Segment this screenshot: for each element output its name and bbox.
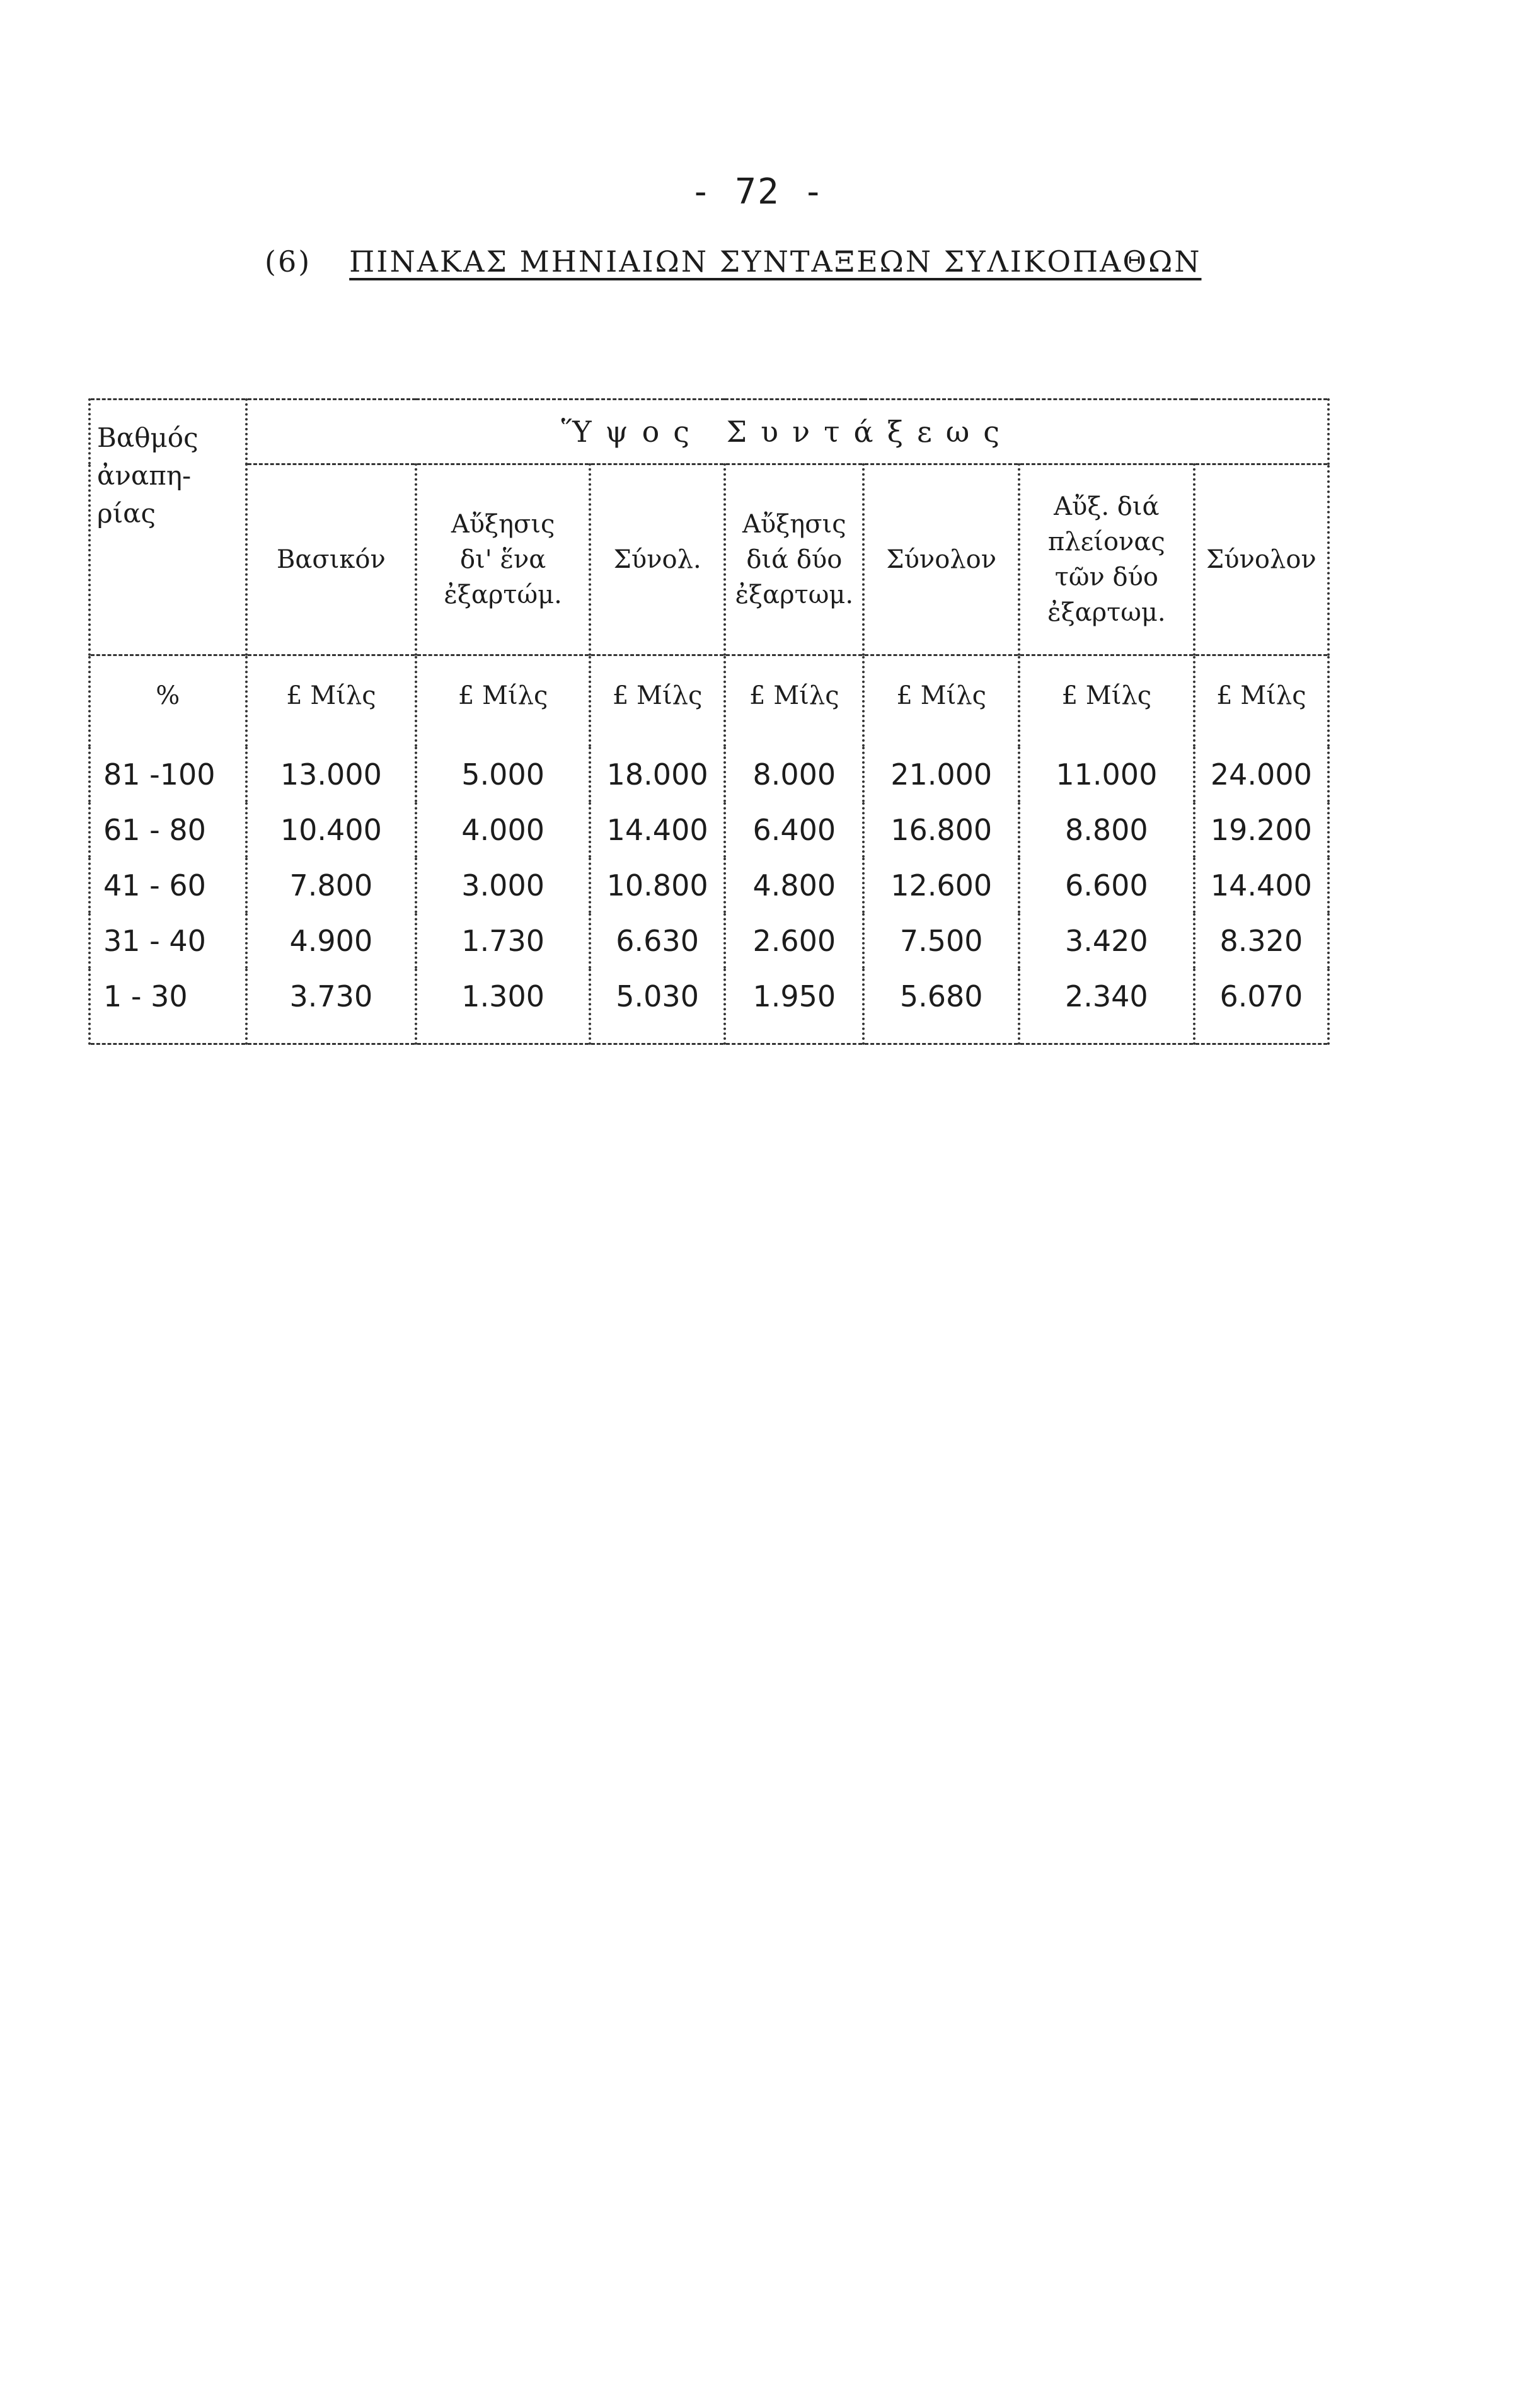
table-cell: 31 - 40 bbox=[89, 913, 246, 969]
table-cell: 4.000 bbox=[416, 802, 590, 858]
column-header-line: Βασικόν bbox=[276, 545, 386, 574]
column-header-line: ἐξαρτωμ. bbox=[1047, 598, 1166, 627]
table-cell: 14.400 bbox=[590, 802, 725, 858]
table-cell: 6.400 bbox=[725, 802, 863, 858]
column-header-increase-one bbox=[416, 464, 590, 655]
unit-cell: £ Μίλς bbox=[416, 655, 590, 747]
table-cell: 14.400 bbox=[1194, 858, 1328, 913]
grade-header-line: Βαθμός bbox=[97, 422, 199, 453]
column-header-line: Σύνολον bbox=[1206, 545, 1316, 574]
column-header-increase-more bbox=[1019, 464, 1194, 655]
table-cell: 11.000 bbox=[1019, 747, 1194, 802]
unit-cell: £ Μίλς bbox=[1019, 655, 1194, 747]
table-cell: 7.500 bbox=[863, 913, 1019, 969]
column-header-row bbox=[89, 464, 1328, 655]
column-header-line: Αὔξησις bbox=[451, 510, 555, 539]
table-cell: 4.800 bbox=[725, 858, 863, 913]
table-cell: 1.950 bbox=[725, 969, 863, 1044]
table-cell: 2.340 bbox=[1019, 969, 1194, 1044]
column-header-line: πλείονας bbox=[1047, 527, 1165, 556]
grade-header-line: ρίας bbox=[97, 498, 156, 529]
table-cell: 7.800 bbox=[246, 858, 417, 913]
table-cell: 81 -100 bbox=[89, 747, 246, 802]
table-cell: 1.730 bbox=[416, 913, 590, 969]
unit-cell: £ Μίλς bbox=[725, 655, 863, 747]
table-cell: 5.680 bbox=[863, 969, 1019, 1044]
table-cell: 1 - 30 bbox=[89, 969, 246, 1044]
column-header-line: τῶν δύο bbox=[1054, 563, 1158, 592]
column-header-total-2 bbox=[863, 464, 1019, 655]
table-row bbox=[89, 858, 1328, 913]
column-header-line: Σύνολ. bbox=[613, 545, 701, 574]
table-cell: 2.600 bbox=[725, 913, 863, 969]
table-title-text: ΠΙΝΑΚΑΣ ΜΗΝΙΑΙΩΝ ΣΥΝΤΑΞΕΩΝ ΣΥΛΙΚΟΠΑΘΩΝ bbox=[349, 245, 1202, 279]
table-cell: 3.000 bbox=[416, 858, 590, 913]
unit-row bbox=[89, 655, 1328, 747]
column-header-line: Σύνολον bbox=[886, 545, 997, 574]
table-cell: 8.800 bbox=[1019, 802, 1194, 858]
pension-amount-group-header: Ὕψος Συντάξεως bbox=[246, 400, 1328, 464]
unit-cell: £ Μίλς bbox=[863, 655, 1019, 747]
table-title bbox=[265, 245, 1202, 279]
group-header-row bbox=[89, 400, 1328, 464]
table-cell: 16.800 bbox=[863, 802, 1019, 858]
grade-header-line: ἀναπη- bbox=[97, 460, 192, 491]
table-cell: 6.630 bbox=[590, 913, 725, 969]
table-row bbox=[89, 969, 1328, 1044]
table-cell: 1.300 bbox=[416, 969, 590, 1044]
column-header-basic bbox=[246, 464, 417, 655]
table-cell: 61 - 80 bbox=[89, 802, 246, 858]
table-cell: 21.000 bbox=[863, 747, 1019, 802]
table-cell: 8.000 bbox=[725, 747, 863, 802]
table-cell: 24.000 bbox=[1194, 747, 1328, 802]
table-cell: 5.030 bbox=[590, 969, 725, 1044]
column-header-line: ἐξαρτώμ. bbox=[444, 580, 562, 609]
table-cell: 8.320 bbox=[1194, 913, 1328, 969]
table-cell: 10.800 bbox=[590, 858, 725, 913]
column-header-line: ἐξαρτωμ. bbox=[735, 580, 854, 609]
unit-cell: £ Μίλς bbox=[1194, 655, 1328, 747]
table-cell: 12.600 bbox=[863, 858, 1019, 913]
column-header-total-3 bbox=[1194, 464, 1328, 655]
column-header-line: διά δύο bbox=[746, 545, 843, 574]
table-cell: 3.730 bbox=[246, 969, 417, 1044]
table-title-label: (6) bbox=[265, 245, 312, 279]
table-row bbox=[89, 802, 1328, 858]
column-header-line: δι' ἕνα bbox=[460, 545, 546, 574]
unit-cell: % bbox=[89, 655, 246, 747]
column-header-increase-two bbox=[725, 464, 863, 655]
unit-cell: £ Μίλς bbox=[246, 655, 417, 747]
table-cell: 5.000 bbox=[416, 747, 590, 802]
column-header-line: Αὔξ. διά bbox=[1054, 492, 1160, 521]
pension-table bbox=[88, 398, 1330, 1045]
column-header-line: Αὔξησις bbox=[742, 510, 846, 539]
table-cell: 18.000 bbox=[590, 747, 725, 802]
unit-cell: £ Μίλς bbox=[590, 655, 725, 747]
column-header-total-1 bbox=[590, 464, 725, 655]
table-cell: 10.400 bbox=[246, 802, 417, 858]
table-cell: 19.200 bbox=[1194, 802, 1328, 858]
table-row bbox=[89, 913, 1328, 969]
page-number: - 72 - bbox=[689, 171, 826, 212]
table-cell: 6.070 bbox=[1194, 969, 1328, 1044]
table-cell: 41 - 60 bbox=[89, 858, 246, 913]
table-cell: 13.000 bbox=[246, 747, 417, 802]
table-cell: 4.900 bbox=[246, 913, 417, 969]
grade-header-cell bbox=[89, 400, 246, 655]
table-cell: 6.600 bbox=[1019, 858, 1194, 913]
table-row bbox=[89, 747, 1328, 802]
table-cell: 3.420 bbox=[1019, 913, 1194, 969]
